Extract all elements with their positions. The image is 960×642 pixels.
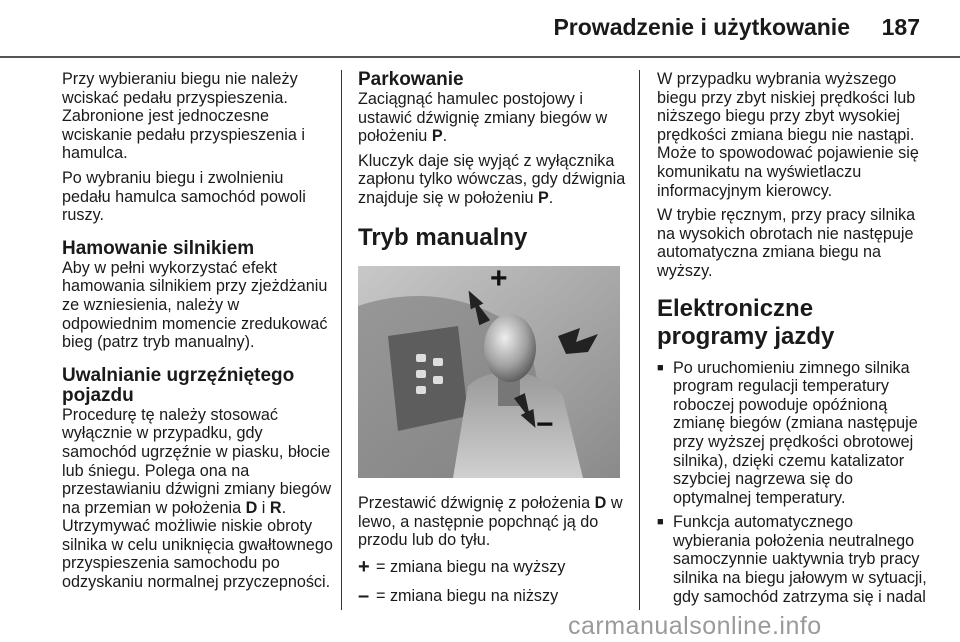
text-run: Zaciągnąć hamulec postojowy i ustawić dźwignię zmiany biegów w położeniu xyxy=(358,90,608,146)
section-heading-engine-brake: Hamowanie silnikiem xyxy=(62,237,255,259)
legend-plus xyxy=(358,555,630,578)
paragraph xyxy=(358,494,630,550)
paragraph: Aby w pełni wykorzystać efekt hamowania silnikiem przy zjeżdżaniu ze wzniesienia, należy w odpowiednim momencie zredukować bieg (patrz tryb manualny). xyxy=(62,258,328,352)
text-run: Kluczyk daje się wyjąć z wyłącznika zapłonu tylko wówczas, gdy dźwignia znajduje się w położeniu xyxy=(358,151,626,207)
text-run: . xyxy=(442,127,448,146)
list-item: ■ Po uruchomieniu zimnego silnika program regulacji temperatury roboczej powoduje opóźnioną zmianę biegów (zmiana następuje przy wyższej prędkości obrotowej silnika), dzięki czemu katalizator szybciej nagrzewa się do optymalnej temperatury. xyxy=(657,359,929,508)
text-run: . Utrzymywać możliwie niskie obroty silnika w celu uniknięcia gwałtownego przyspieszenia samochodu po odzyskaniu normalnej przyczepności. xyxy=(62,498,333,592)
text-run: Przestawić dźwignię z położenia xyxy=(358,494,595,513)
header-title: Prowadzenie i użytkowanie xyxy=(553,14,850,40)
column-3 xyxy=(657,70,929,612)
paragraph xyxy=(62,406,334,592)
text-run: i xyxy=(257,498,270,517)
section-heading-parking: Parkowanie xyxy=(358,69,464,90)
plus-label: + xyxy=(490,265,508,295)
section-heading-stuck-vehicle: Uwalnianie ugrzęźniętego pojazdu xyxy=(62,364,295,406)
column-1 xyxy=(62,70,334,598)
legend-minus xyxy=(358,584,630,607)
column-divider xyxy=(341,70,342,610)
text-run: w lewo, a następnie popchnąć ją do przodu lub do tyłu. xyxy=(358,494,623,550)
legend-text: = zmiana biegu na niższy xyxy=(376,586,559,605)
minus-icon: – xyxy=(358,584,370,607)
paragraph xyxy=(358,152,630,208)
paragraph: W trybie ręcznym, przy pracy silnika na wysokich obrotach nie następuje automatyczna zmiana biegu na wyższy. xyxy=(657,206,916,280)
legend-text: = zmiana biegu na wyższy xyxy=(376,557,566,576)
gear-d: D xyxy=(245,498,258,517)
paragraph: W przypadku wybrania wyższego biegu przy zbyt niskiej prędkości lub niższego biegu przy zbyt wysokiej prędkości zmiana biegu nie nastąpi. Może to spowodować pojawienie się komunikatu na wyświetlaczu informacyjnym kierowcy. xyxy=(657,70,919,200)
column-2 xyxy=(358,70,630,615)
section-heading-driving-programs: Elektroniczne programy jazdy xyxy=(657,294,835,350)
paragraph xyxy=(358,90,630,146)
page-number: 187 xyxy=(881,14,920,40)
gear-lever-illustration xyxy=(358,266,620,478)
column-divider xyxy=(639,70,640,610)
watermark: carmanualsonline.info xyxy=(568,612,822,640)
paragraph: Przy wybieraniu biegu nie należy wciskać pedału przyspieszenia. Zabronione jest jednoczesne wciskanie pedału przyspieszenia i hamulca. xyxy=(62,70,305,163)
gear-r: R xyxy=(269,498,282,517)
plus-icon: + xyxy=(358,555,370,578)
page-header xyxy=(0,0,960,58)
bullet-list xyxy=(657,359,929,607)
section-heading-manual-mode: Tryb manualny xyxy=(358,223,528,251)
minus-label: − xyxy=(536,407,554,441)
text-run: . xyxy=(548,188,554,207)
gear-p: P xyxy=(537,188,549,207)
list-item: ■ Funkcja automatycznego wybierania położenia neutralnego samoczynnie uaktywnia tryb pracy silnika na biegu jałowym w sytuacji, gdy samochód zatrzyma się i nadal xyxy=(657,513,929,606)
gear-p: P xyxy=(431,127,443,146)
text-run: Procedurę tę należy stosować wyłącznie w przypadku, gdy samochód ugrzęźnie w piasku, błocie lub śniegu. Polega ona na przestawianiu dźwigni zmiany biegów na przemian w położenia xyxy=(62,405,332,517)
paragraph: Po wybraniu biegu i zwolnieniu pedału hamulca samochód powoli ruszy. xyxy=(62,168,306,225)
gear-d: D xyxy=(594,494,607,513)
